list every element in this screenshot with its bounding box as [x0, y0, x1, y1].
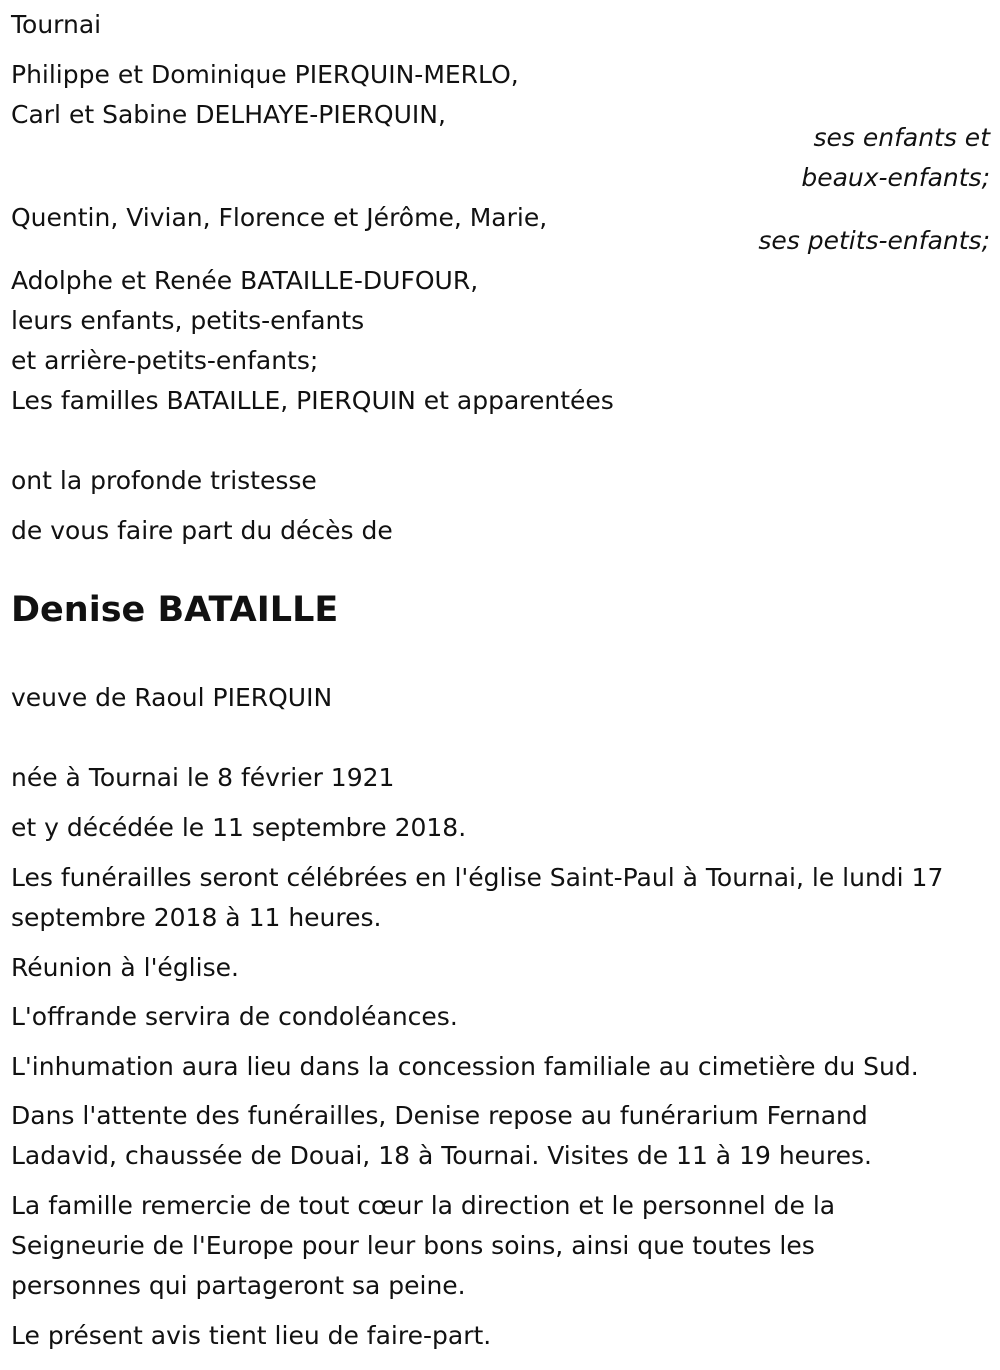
thanks-line-2: Seigneurie de l'Europe pour leur bons soins, ainsi que toutes les — [11, 1231, 815, 1260]
family-line-4: Les familles BATAILLE, PIERQUIN et apparentées — [11, 386, 614, 415]
birth-info: née à Tournai le 8 février 1921 — [11, 763, 395, 792]
burial-info: L'inhumation aura lieu dans la concession familiale au cimetière du Sud. — [11, 1052, 919, 1081]
notice: Le présent avis tient lieu de faire-part. — [11, 1321, 492, 1350]
death-info: et y décédée le 11 septembre 2018. — [11, 813, 467, 842]
children-role-line-1: ses enfants et — [813, 123, 990, 152]
rest-line-2: Ladavid, chaussée de Douai, 18 à Tournai. Visites de 11 à 19 heures. — [11, 1141, 872, 1170]
offering-info: L'offrande servira de condoléances. — [11, 1002, 458, 1031]
meeting-info: Réunion à l'église. — [11, 953, 239, 982]
family-line-2: leurs enfants, petits-enfants — [11, 306, 365, 335]
children-line-1: Philippe et Dominique PIERQUIN-MERLO, — [11, 60, 519, 89]
family-line-1: Adolphe et Renée BATAILLE-DUFOUR, — [11, 266, 479, 295]
deceased-name: Denise BATAILLE — [11, 590, 339, 630]
children-line-2: Carl et Sabine DELHAYE-PIERQUIN, — [11, 100, 446, 129]
location: Tournai — [11, 10, 102, 39]
rest-line-1: Dans l'attente des funérailles, Denise repose au funérarium Fernand — [11, 1101, 868, 1130]
children-role-line-2: beaux-enfants; — [801, 163, 990, 192]
funeral-line-2: septembre 2018 à 11 heures. — [11, 903, 382, 932]
grandchildren-names: Quentin, Vivian, Florence et Jérôme, Marie, — [11, 203, 548, 232]
widow-of: veuve de Raoul PIERQUIN — [11, 683, 333, 712]
thanks-line-1: La famille remercie de tout cœur la direction et le personnel de la — [11, 1191, 836, 1220]
announcement-line-1: ont la profonde tristesse — [11, 466, 317, 495]
thanks-line-3: personnes qui partageront sa peine. — [11, 1271, 466, 1300]
funeral-line-1: Les funérailles seront célébrées en l'église Saint-Paul à Tournai, le lundi 17 — [11, 863, 944, 892]
grandchildren-role: ses petits-enfants; — [758, 226, 990, 255]
family-line-3: et arrière-petits-enfants; — [11, 346, 319, 375]
announcement-line-2: de vous faire part du décès de — [11, 516, 393, 545]
